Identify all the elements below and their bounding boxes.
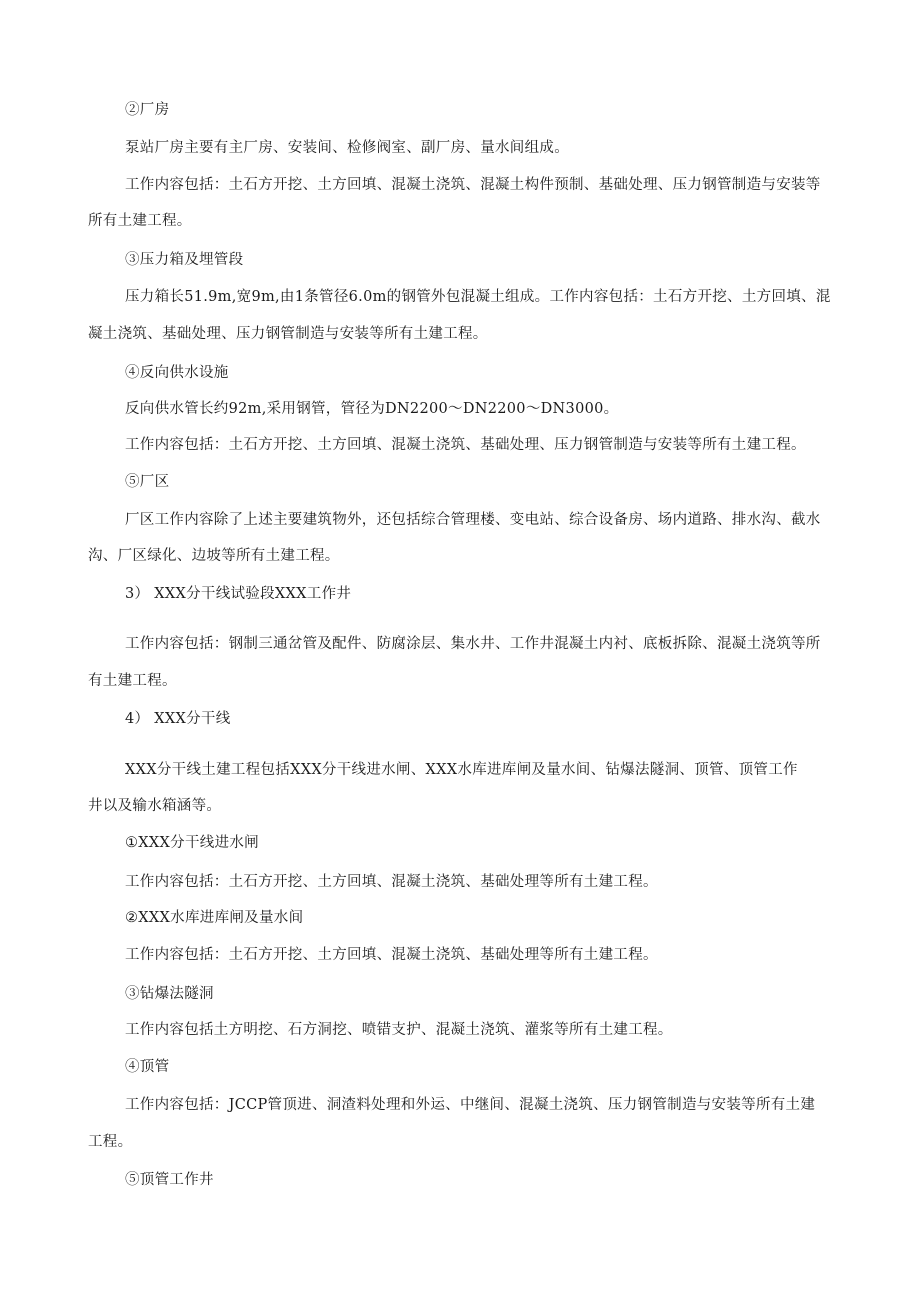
paragraph-line: 所有土建工程。 [88, 213, 192, 229]
paragraph-line: 工作内容包括：土石方开挖、土方回填、混凝土浇筑、基础处理、压力钢管制造与安装等所有土建工程。 [125, 437, 806, 453]
heading-jacking-shaft: ⑤顶管工作井 [125, 1172, 214, 1188]
paragraph-line: 压力箱长51.9m,宽9m,由1条管径6.0m的钢管外包混凝土组成。工作内容包括：土石方开挖、土方回填、混 [125, 289, 831, 305]
section-heading-3: 3） XXX分干线试验段XXX工作井 [125, 586, 352, 602]
heading-pipe-jacking: ④顶管 [125, 1059, 170, 1075]
paragraph-line: 工作内容包括：土石方开挖、土方回填、混凝土浇筑、基础处理等所有土建工程。 [125, 947, 658, 963]
heading-reservoir-gate: ②XXX水库进库闸及量水间 [125, 910, 304, 926]
heading-powerhouse: ②厂房 [125, 102, 170, 118]
paragraph-line: 工作内容包括：JCCP管顶进、洞渣料处理和外运、中继间、混凝土浇筑、压力钢管制造与安装等所有土建 [125, 1097, 816, 1113]
paragraph-line: XXX分干线土建工程包括XXX分干线进水闸、XXX水库进库闸及量水间、钻爆法隧洞、顶管、顶管工作 [125, 762, 798, 778]
section-heading-4: 4） XXX分干线 [125, 711, 231, 727]
paragraph-line: 有土建工程。 [88, 673, 177, 689]
paragraph-line: 工作内容包括：钢制三通岔管及配件、防腐涂层、集水井、工作井混凝土内衬、底板拆除、混凝土浇筑等所 [125, 636, 821, 652]
heading-tunnel: ③钻爆法隧洞 [125, 986, 214, 1002]
heading-reverse-supply: ④反向供水设施 [125, 365, 229, 381]
heading-plant-area: ⑤厂区 [125, 474, 170, 490]
paragraph-line: 井以及输水箱涵等。 [88, 798, 222, 814]
paragraph-line: 泵站厂房主要有主厂房、安装间、检修阀室、副厂房、量水间组成。 [125, 140, 569, 156]
paragraph-line: 工作内容包括：土石方开挖、土方回填、混凝土浇筑、混凝土构件预制、基础处理、压力钢管制造与安装等 [125, 177, 821, 193]
paragraph-line: 反向供水管长约92m,采用钢管，管径为DN2200～DN2200～DN3000。 [125, 401, 619, 417]
paragraph-line: 沟、厂区绿化、边坡等所有土建工程。 [88, 548, 340, 564]
heading-pressure-box: ③压力箱及埋管段 [125, 252, 244, 268]
paragraph-line: 工程。 [88, 1134, 133, 1150]
paragraph-line: 工作内容包括土方明挖、石方洞挖、喷错支护、混凝土浇筑、灌浆等所有土建工程。 [125, 1022, 673, 1038]
paragraph-line: 凝土浇筑、基础处理、压力钢管制造与安装等所有土建工程。 [88, 326, 488, 342]
heading-intake-gate: ①XXX分干线进水闸 [125, 835, 259, 851]
paragraph-line: 厂区工作内容除了上述主要建筑物外，还包括综合管理楼、变电站、综合设备房、场内道路、排水沟、截水 [125, 512, 821, 528]
paragraph-line: 工作内容包括：土石方开挖、土方回填、混凝土浇筑、基础处理等所有土建工程。 [125, 874, 658, 890]
